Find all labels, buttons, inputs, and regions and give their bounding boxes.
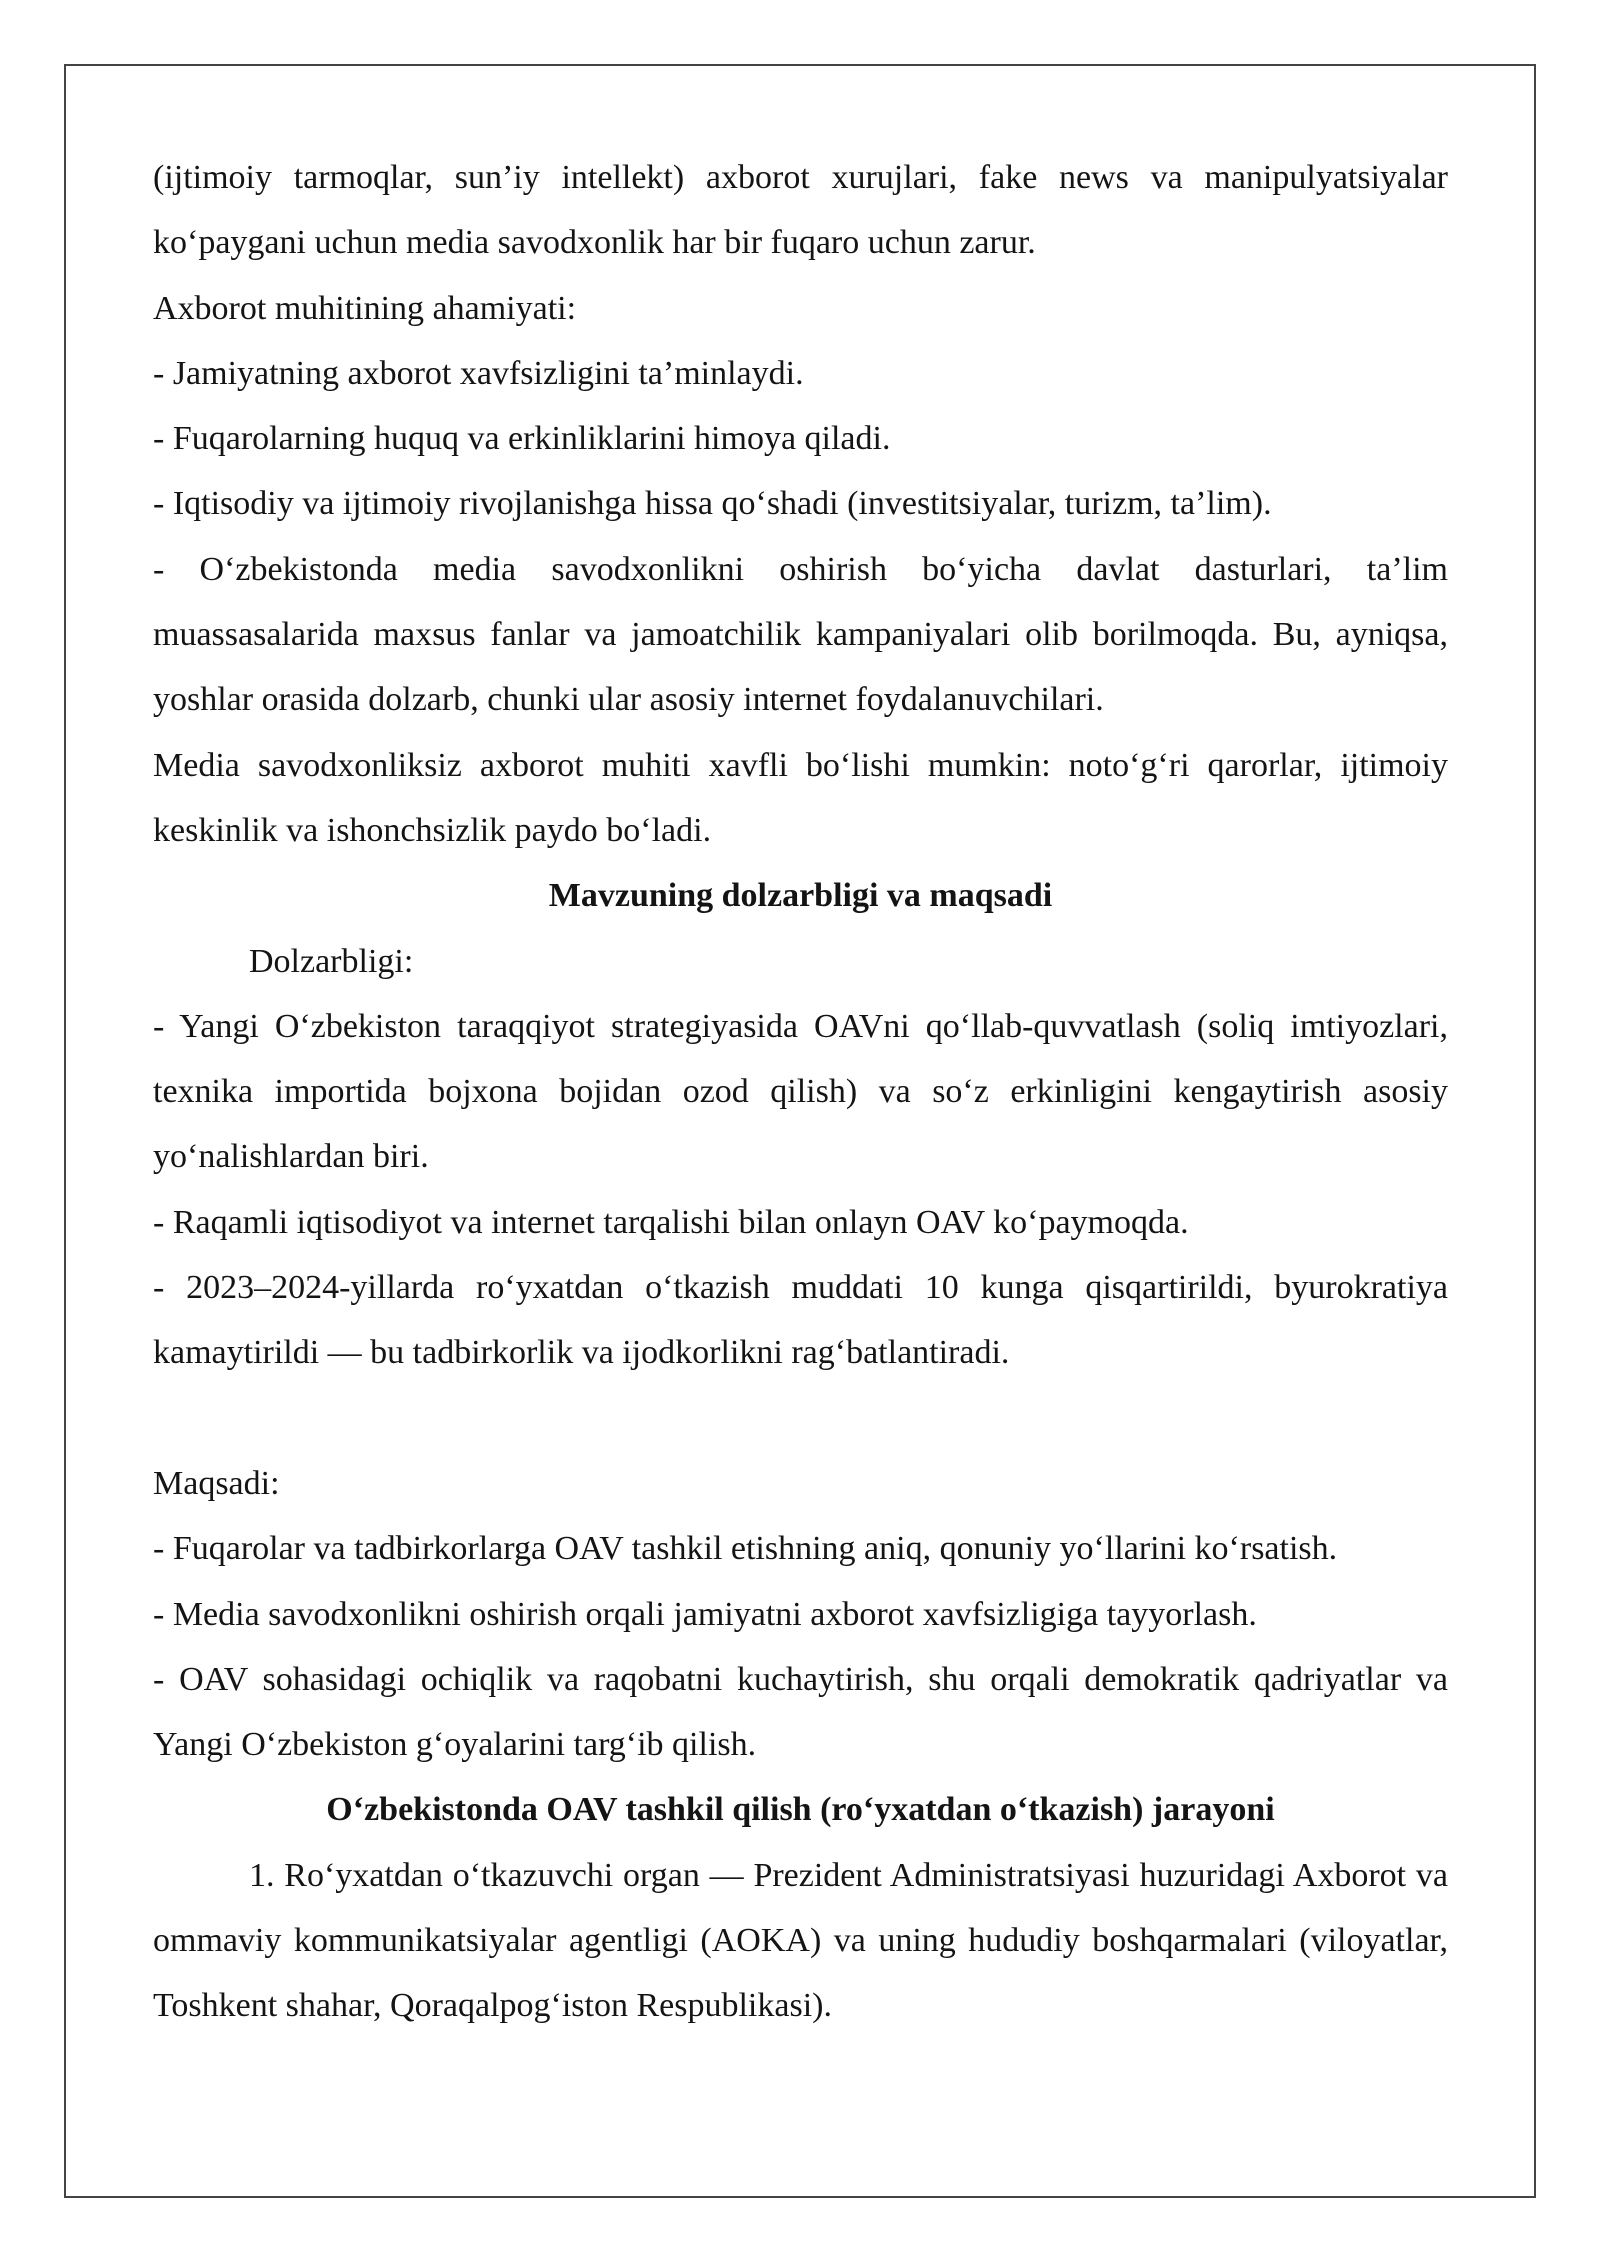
section-heading-registration-process: O‘zbekistonda OAV tashkil qilish (ro‘yxatdan o‘tkazish) jarayoni <box>326 1791 1275 1829</box>
list-item-state-programs: - O‘zbekistonda media savodxonlikni oshirish bo‘yicha davlat dasturlari, ta’lim muassasalarida maxsus fanlar va jamoatchilik kampaniyalari olib borilmoqda. Bu, ayniqsa, yoshlar orasida dolzarb, chunki ular asosiy internet foydalanuvchilari. <box>153 550 1448 719</box>
subheading-goal: Maqsadi: <box>153 1464 280 1502</box>
list-item-digital-economy: - Raqamli iqtisodiyot va internet tarqalishi bilan onlayn OAV ko‘paymoqda. <box>153 1203 1189 1241</box>
paragraph-media-literacy-need: (ijtimoiy tarmoqlar, sun’iy intellekt) axborot xurujlari, fake news va manipulyatsiyalar ko‘paygani uchun media savodxonlik har bir fuqaro uchun zarur. <box>153 159 1448 262</box>
section-heading-relevance-goal: Mavzuning dolzarbligi va maqsadi <box>548 877 1053 915</box>
paragraph-info-environment-importance: Axborot muhitining ahamiyati: <box>153 289 577 327</box>
list-item-info-security: - Jamiyatning axborot xavfsizligini ta’minlaydi. <box>153 354 804 392</box>
list-item-prepare-society: - Media savodxonlikni oshirish orqali jamiyatni axborot xavfsizligiga tayyorlash. <box>153 1595 1257 1633</box>
blank-line <box>153 1386 1448 1451</box>
document-body <box>153 145 1448 2039</box>
list-item-economic-development: - Iqtisodiy va ijtimoiy rivojlanishga hissa qo‘shadi (investitsiyalar, turizm, ta’lim). <box>153 485 1272 523</box>
list-item-citizen-rights: - Fuqarolarning huquq va erkinliklarini himoya qiladi. <box>153 420 891 458</box>
subheading-relevance: Dolzarbligi: <box>249 942 414 980</box>
list-item-registration-period: - 2023–2024-yillarda ro‘yxatdan o‘tkazish muddati 10 kunga qisqartirildi, byurokratiya kamaytirildi — bu tadbirkorlik va ijodkorlikni rag‘batlantiradi. <box>153 1269 1448 1372</box>
list-item-legal-ways: - Fuqarolar va tadbirkorlarga OAV tashkil etishning aniq, qonuniy yo‘llarini ko‘rsatish. <box>153 1530 1338 1568</box>
paragraph-registering-authority: 1. Ro‘yxatdan o‘tkazuvchi organ — Prezident Administratsiyasi huzuridagi Axborot va ommaviy kommunikatsiyalar agentligi (AOKA) va uning hududiy boshqarmalari (viloyatlar, Toshkent shahar, Qoraqalpog‘iston Respublikasi). <box>153 1856 1448 2025</box>
list-item-strategy-support: - Yangi O‘zbekiston taraqqiyot strategiyasida OAVni qo‘llab-quvvatlash (soliq imtiyozlari, texnika importida bojxona bojidan ozod qilish) va so‘z erkinligini kengaytirish asosiy yo‘nalishlardan biri. <box>153 1007 1448 1176</box>
paragraph-risk-without-literacy: Media savodxonliksiz axborot muhiti xavfli bo‘lishi mumkin: noto‘g‘ri qarorlar, ijtimoiy keskinlik va ishonchsizlik paydo bo‘ladi. <box>153 746 1448 849</box>
list-item-openness-competition: - OAV sohasidagi ochiqlik va raqobatni kuchaytirish, shu orqali demokratik qadriyatlar va Yangi O‘zbekiston g‘oyalarini targ‘ib qilish. <box>153 1660 1448 1764</box>
